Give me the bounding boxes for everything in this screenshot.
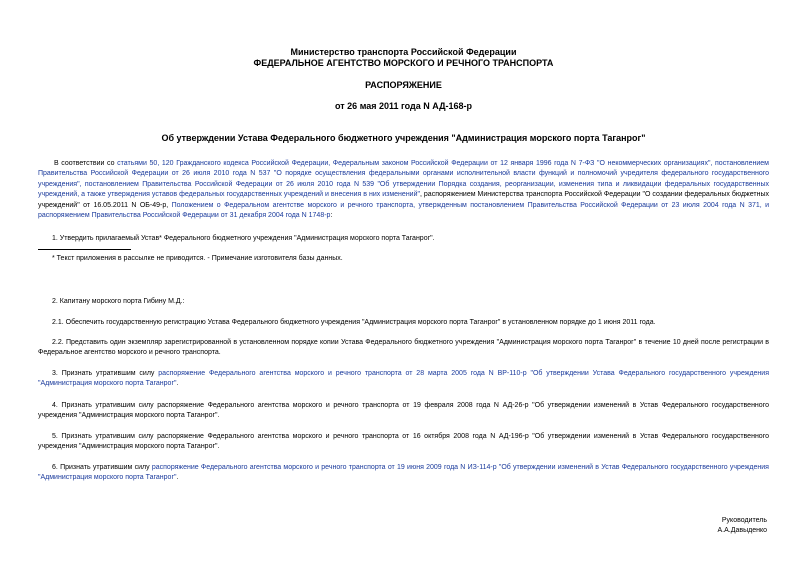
item-4-text: 4. Признать утратившим силу распоряжение Федерального агентства морского и речного транспорта от 19 февраля 2008 года N АД-26-р "Об утверждении изменений в Устав Федерального государственного учреждения "Администрация морского порта Таганрог".: [38, 402, 769, 420]
item-2-1: [38, 318, 769, 328]
item-1: [38, 234, 769, 244]
footnote-separator: [38, 249, 131, 250]
item-2-2-text: 2.2. Представить один экземпляр зарегистрированной в установленном порядке копии Устава Федерального бюджетного учреждения "Администрация морского порта Таганрог" в течение 10 дней после регистрации в Федеральное агентство морского и речного транспорта.: [38, 339, 769, 357]
document-title: Об утверждении Устава Федерального бюджетного учреждения "Администрация морского порта Таганрог": [161, 133, 646, 143]
document-date: от 26 мая 2011 года N АД-168-р: [335, 101, 472, 111]
footnote: [38, 254, 769, 264]
item-2-text: 2. Капитану морского порта Гибину М.Д.:: [52, 298, 185, 305]
preamble-paragraph: [38, 159, 769, 221]
signature-position: Руководитель: [721, 517, 767, 524]
item-6-end: .: [176, 474, 179, 482]
item-5-text: 5. Признать утратившим силу распоряжение Федерального агентства морского и речного транспорта от 16 октября 2008 года N АД-196-р "Об утверждении изменений в Устав Федерального государственного учреждения "Администрация морского порта Таганрог".: [38, 433, 769, 451]
preamble-text-2: , распоряжением Министерства транспорта Российской Федерации "О создании федеральных бюджетных учреждений" от 16.05.2011 N ОБ-49-р,: [38, 191, 770, 209]
item-2: [38, 297, 769, 307]
item-3-link[interactable]: распоряжение Федерального агентства морского и речного транспорта от 28 марта 2005 года N ВР-110-р "Об утверждении Устава Федерального государственного учреждения "Администрация морского порта Таганрог": [38, 370, 769, 388]
document-type: РАСПОРЯЖЕНИЕ: [365, 80, 442, 90]
footnote-text: * Текст приложения в рассылке не приводится. - Примечание изготовителя базы данных.: [52, 255, 343, 262]
item-6-text: 6. Признать утратившим силу: [52, 464, 152, 471]
item-3-text: 3. Признать утратившим силу: [52, 370, 159, 377]
item-2-1-text: 2.1. Обеспечить государственную регистрацию Устава Федерального бюджетного учреждения "Администрация морского порта Таганрог" в установленном порядке до 1 июня 2011 года.: [52, 319, 656, 326]
item-4: [38, 401, 769, 422]
item-1-text: 1. Утвердить прилагаемый Устав* Федерального бюджетного учреждения "Администрация морского порта Таганрог".: [52, 235, 435, 242]
ministry-name: Министерство транспорта Российской Федерации: [290, 47, 517, 57]
item-6-link[interactable]: распоряжение Федерального агентства морского и речного транспорта от 19 июня 2009 года N ИЗ-114-р "Об утверждении изменений в Устав Федерального государственного учреждения "Администрация морского порта Таганрог": [38, 464, 769, 482]
item-5: [38, 432, 769, 453]
preamble-link-laws[interactable]: статьями 50, 120 Гражданского кодекса Российской Федерации, Федеральным законом Российской Федерации от 12 января 1996 года N 7-ФЗ "О некоммерческих организациях", постановлением Правительства Российской Федерации от 26 июля 2010 года N 537 "О порядке осуществления федеральными органами исполнительной власти функций и полномочий учредителя федерального государственного учреждения", постановлением Правительства Российской Федерации от 26 июля 2010 года N 539 "Об утверждении Порядка создания, реорганизации, изменения типа и ликвидации федеральных государственных учреждений, а также утверждения уставов федеральных государственных учреждений и внесения в них изменений": [38, 160, 769, 199]
signature-name: А.А.Давыденко: [717, 527, 767, 534]
item-6: [38, 463, 769, 484]
preamble-link-regulation[interactable]: Положением о Федеральном агентстве морского и речного транспорта, утвержденным постановлением Правительства Российской Федерации от 23 июля 2004 года N 371, и распоряжением Правительства Российской Федерации от 31 декабря 2004 года N 1748-р: [38, 201, 770, 220]
item-2-2: [38, 338, 769, 359]
agency-name: ФЕДЕРАЛЬНОЕ АГЕНТСТВО МОРСКОГО И РЕЧНОГО ТРАНСПОРТА: [253, 58, 554, 68]
item-3: [38, 369, 769, 390]
item-3-end: .: [176, 380, 179, 388]
preamble-text-1: В соответствии со: [54, 160, 118, 167]
preamble-text-3: :: [330, 212, 333, 220]
